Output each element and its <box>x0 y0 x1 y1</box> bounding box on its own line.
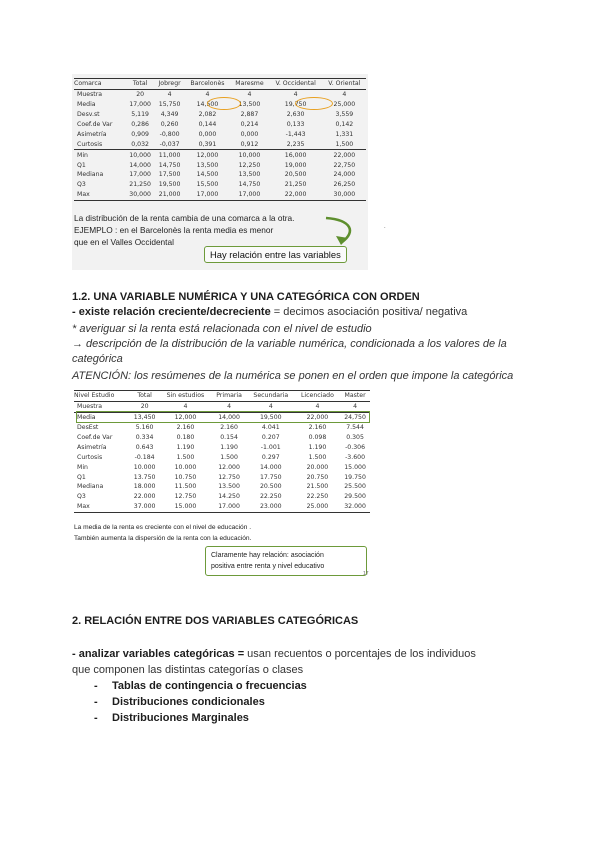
table-cell: 22,000 <box>306 414 329 422</box>
table-row <box>74 190 366 200</box>
table-cell: 10,000 <box>126 150 155 160</box>
table-cell: 21,250 <box>129 181 151 189</box>
section-2-line2: que componen las distintas categorías o clases <box>72 664 304 676</box>
table-cell: Curtosis <box>77 140 103 148</box>
highlight-media-row <box>76 411 370 423</box>
table-cell: Asimetría <box>77 130 107 138</box>
table-cell: 2,235 <box>286 140 305 148</box>
table-cell: 14.000 <box>259 463 282 471</box>
table-cell: -0,037 <box>159 140 180 148</box>
table-cell: Mediana <box>77 171 104 179</box>
note-line: EJEMPLO : en el Barcelonès la renta media es menor <box>74 225 274 235</box>
table-cell: 17,000 <box>129 101 151 109</box>
table-cell: Q3 <box>77 493 86 501</box>
table-cell: 0,912 <box>240 140 259 148</box>
note-line: La media de la renta es creciente con el nivel de educación . <box>74 524 252 531</box>
table-cell: 4 <box>247 401 295 412</box>
table-cell: 0,391 <box>198 140 217 148</box>
table-cell: 20,500 <box>284 171 307 179</box>
table-cell: 0.098 <box>308 434 327 441</box>
table-cell: Mediana <box>77 483 104 491</box>
table-cell: 21,250 <box>284 181 307 189</box>
table-cell: 7.544 <box>346 424 364 432</box>
table-cell: 22,000 <box>269 190 323 200</box>
table-row <box>74 180 366 190</box>
table-cell: Muestra <box>74 401 130 412</box>
table-row <box>74 433 370 443</box>
table-cell: 4 <box>342 91 347 99</box>
column-header: Secundaria <box>247 391 295 402</box>
table-cell: 5.160 <box>135 424 154 432</box>
table-cell: 22,750 <box>333 161 356 169</box>
column-header: Jobregr <box>155 79 185 90</box>
table-cell: Min <box>77 463 88 471</box>
table-cell: 10.000 <box>133 463 156 471</box>
table-cell: 4.041 <box>261 424 280 432</box>
table-cell: Max <box>74 502 130 512</box>
table-cell: 13,500 <box>238 171 261 179</box>
table-cell: 5,119 <box>131 111 149 119</box>
column-header: Primaria <box>211 391 247 402</box>
table-cell: 0,142 <box>335 121 354 128</box>
note-line: También aumenta la dispersión de la renta con la educación. <box>74 535 252 542</box>
dash-bullet: - <box>94 696 98 708</box>
table-row <box>74 120 366 130</box>
section-1-2-line3b: categórica <box>72 353 123 365</box>
table-cell: 26,250 <box>333 181 356 189</box>
table-cell: Curtosis <box>77 453 103 461</box>
nivel-estudio-stats-table <box>74 390 370 513</box>
table-cell: -0.184 <box>134 453 155 461</box>
table-row <box>74 170 366 180</box>
table-cell: Muestra <box>77 91 103 99</box>
table-cell: 37.000 <box>130 502 160 512</box>
list-item <box>94 712 249 724</box>
dash-bullet: - <box>94 712 98 724</box>
table-cell: 15,750 <box>158 101 181 109</box>
table-row <box>74 472 370 482</box>
table-cell: 14,750 <box>158 161 181 169</box>
table-cell: Media <box>77 414 96 422</box>
table-cell: 11.500 <box>174 483 197 491</box>
table-cell: Q1 <box>77 473 86 481</box>
table-cell: 0,133 <box>286 121 305 128</box>
figure2-note <box>74 522 251 544</box>
table-row <box>74 482 370 492</box>
table-cell: 16,000 <box>269 150 323 160</box>
table-cell: 23.000 <box>247 502 295 512</box>
table-cell: 4 <box>205 91 210 99</box>
table-cell: 10,000 <box>230 150 268 160</box>
table-cell: 0.207 <box>261 434 280 441</box>
table-cell: 0.305 <box>346 434 364 441</box>
table-cell: 0.180 <box>176 434 195 441</box>
table-cell: 22.000 <box>133 493 156 501</box>
table-cell: 22,000 <box>323 150 366 160</box>
table-cell: 1,500 <box>335 140 354 148</box>
table-cell: 1.190 <box>220 443 238 451</box>
table-cell: 14,500 <box>196 171 219 179</box>
table-cell: 4 <box>160 401 212 412</box>
table-cell: -1,443 <box>285 130 306 138</box>
table-cell: DesEst <box>77 424 99 432</box>
table-cell: 2,630 <box>286 111 305 119</box>
table-row <box>74 423 370 433</box>
table-row <box>74 129 366 139</box>
table-cell: 12.750 <box>174 493 197 501</box>
table-cell: 13,500 <box>238 101 261 109</box>
table-cell: 0,909 <box>131 130 149 138</box>
column-header: Comarca <box>74 79 126 90</box>
table-cell: 10.750 <box>174 473 197 481</box>
table-cell: 13.500 <box>218 483 240 491</box>
table-cell: 4 <box>211 401 247 412</box>
table-cell: 30,000 <box>323 190 366 200</box>
table-cell: 1.500 <box>220 453 238 461</box>
section-1-2-line1 <box>72 305 467 321</box>
table-cell: 20.750 <box>306 473 329 481</box>
figure-renta-por-comarca <box>72 74 386 270</box>
table-cell: 12.000 <box>218 463 240 471</box>
table-cell: 2.160 <box>220 424 238 432</box>
column-header: V. Occidental <box>269 79 323 90</box>
table-cell: -1.001 <box>260 443 281 451</box>
table-cell: Asimetría <box>77 443 107 451</box>
table-cell: 3,559 <box>335 111 354 119</box>
section-2-title: 2. RELACIÓN ENTRE DOS VARIABLES CATEGÓRICAS <box>72 615 359 627</box>
table-cell: 13.750 <box>133 473 156 481</box>
table-cell: -0.306 <box>345 443 366 451</box>
column-header: Licenciado <box>295 391 340 402</box>
column-header: Master <box>340 391 370 402</box>
list-item <box>94 696 265 708</box>
section-1-2-title: 1.2. UNA VARIABLE NUMÉRICA Y UNA CATEGÓRICA CON ORDEN <box>72 291 420 303</box>
table-cell: 29.500 <box>344 493 366 501</box>
curved-arrow-icon <box>322 214 362 250</box>
recuentos-text: usan recuentos o porcentajes de los individuos <box>244 648 476 660</box>
list-item-label: Distribuciones Marginales <box>112 712 249 724</box>
table-cell: 4 <box>247 91 252 99</box>
figure1-note <box>74 212 294 248</box>
table-cell: -0,800 <box>159 130 180 138</box>
column-header: Sin estudios <box>160 391 212 402</box>
table-cell: 18.000 <box>133 483 156 491</box>
table-cell: 15,500 <box>196 181 219 189</box>
slide-page-number: 17 <box>363 571 369 577</box>
table-cell: 1.190 <box>308 443 327 451</box>
table-cell: 4 <box>340 401 370 412</box>
table-cell: 30,000 <box>126 190 155 200</box>
asociacion-text: = decimos asociación positiva/ negativa <box>270 306 468 318</box>
callout-claramente-hay-relacion <box>205 546 367 576</box>
highlight-voccidental-media <box>295 97 333 110</box>
table-cell: 21.500 <box>306 483 329 491</box>
table-cell: 32.000 <box>340 502 370 512</box>
table-cell: 25,000 <box>333 101 356 109</box>
table-cell: 20.500 <box>259 483 282 491</box>
table-cell: 20 <box>130 401 160 412</box>
table-cell: 0,000 <box>240 130 259 138</box>
list-item <box>94 680 307 692</box>
table-cell: 17,500 <box>158 171 181 179</box>
table-cell: 14,000 <box>218 414 240 422</box>
table-cell: -3.600 <box>345 453 366 461</box>
column-header: Maresme <box>230 79 268 90</box>
table-cell: Min <box>74 150 126 160</box>
table-cell: 2,887 <box>240 111 259 119</box>
section-1-2-line4: ATENCIÓN: los resúmenes de la numérica se ponen en el orden que impone la categórica <box>72 370 514 382</box>
table-cell: 4 <box>293 91 298 99</box>
dash-bullet: - <box>94 680 98 692</box>
table-cell: 13,450 <box>133 414 156 422</box>
table-cell: 4,349 <box>160 111 179 119</box>
table-cell: 19.750 <box>344 473 366 481</box>
table-row <box>74 442 370 452</box>
table-cell: Coef.de Var <box>77 121 113 128</box>
table-cell: 12.750 <box>218 473 240 481</box>
table-cell: 20 <box>136 91 145 99</box>
section-2-line1 <box>72 647 476 663</box>
table-cell: 17.750 <box>259 473 282 481</box>
highlight-barcelones-media <box>207 97 241 110</box>
table-cell: 0.334 <box>135 434 154 441</box>
table-cell: 14,000 <box>129 161 151 169</box>
table-cell: 0.643 <box>135 443 154 451</box>
table-cell: 14,500 <box>196 101 219 109</box>
column-header: V. Oriental <box>323 79 366 90</box>
list-item-label: Tablas de contingencia o frecuencias <box>112 680 307 692</box>
section-1-2-line2: * averiguar si la renta está relacionada con el nivel de estudio <box>72 323 372 335</box>
table-cell: 25.500 <box>344 483 366 491</box>
table-cell: 12,000 <box>174 414 197 422</box>
table-cell: 2.160 <box>176 424 195 432</box>
analizar-label: - analizar variables categóricas = <box>72 648 245 660</box>
column-header: Total <box>130 391 160 402</box>
table-row <box>74 110 366 120</box>
table-row <box>74 452 370 462</box>
table-cell: 0,260 <box>160 121 179 128</box>
table-cell: 13,500 <box>196 161 219 169</box>
table-cell: 17,000 <box>185 190 231 200</box>
column-header: Barcelonès <box>185 79 231 90</box>
table-cell: 19,500 <box>158 181 181 189</box>
table-row <box>74 150 366 160</box>
table-cell: 1.500 <box>176 453 195 461</box>
callout-line: positiva entre renta y nivel educativo <box>211 563 325 570</box>
table-cell: 2.160 <box>308 424 327 432</box>
table-cell: 0.154 <box>220 434 238 441</box>
list-item-label: Distribuciones condicionales <box>112 696 265 708</box>
table-cell: 19,500 <box>259 414 282 422</box>
table-cell: 0,032 <box>131 140 149 148</box>
table-cell: 0,286 <box>131 121 149 128</box>
table-cell: 1.500 <box>308 453 327 461</box>
column-header: Nivel Estudio <box>74 391 130 402</box>
table-cell: 17,000 <box>230 190 268 200</box>
table-cell: 22.250 <box>259 493 282 501</box>
column-header: Total <box>126 79 155 90</box>
table-row <box>74 462 370 472</box>
note-line: La distribución de la renta cambia de una comarca a la otra. <box>74 213 295 223</box>
table-cell: Media <box>77 101 96 109</box>
table-cell: 0,214 <box>240 121 259 128</box>
table-cell: Coef.de Var <box>77 434 113 441</box>
table-cell: 14.250 <box>218 493 240 501</box>
table-cell: 11,000 <box>155 150 185 160</box>
table-cell: 10.000 <box>174 463 197 471</box>
table-cell: 1.190 <box>176 443 195 451</box>
table-cell: 15.000 <box>344 463 366 471</box>
table-cell: 17,000 <box>129 171 151 179</box>
table-cell: 21,000 <box>155 190 185 200</box>
section-1-2-line3a: → descripción de la distribución de la variable numérica, condicionada a los valores de la <box>72 338 507 350</box>
table-cell: 0,144 <box>198 121 217 128</box>
table-cell: Q3 <box>77 181 86 189</box>
table-cell: 0,000 <box>198 130 217 138</box>
table-cell: 24,750 <box>344 414 366 422</box>
table-cell: 14,750 <box>238 181 261 189</box>
table-cell: Max <box>74 190 126 200</box>
table-cell: 4 <box>167 91 172 99</box>
table-cell: 24,000 <box>333 171 356 179</box>
table-cell: 22.250 <box>306 493 329 501</box>
table-cell: Desv.st <box>77 111 100 119</box>
table-cell: 20.000 <box>306 463 329 471</box>
table-row <box>74 160 366 170</box>
callout-hay-relacion: Hay relación entre las variables <box>204 246 347 263</box>
table-cell: 12,000 <box>185 150 231 160</box>
relacion-creciente-label: - existe relación creciente/decreciente <box>72 306 271 318</box>
table-row <box>74 502 370 512</box>
callout-line: Claramente hay relación: asociación <box>211 552 324 559</box>
figure-renta-por-nivel-estudio <box>72 388 372 578</box>
table-cell: Q1 <box>77 161 86 169</box>
note-line: que en el Valles Occidental <box>74 237 174 247</box>
table-row <box>74 139 366 149</box>
table-cell: 15.000 <box>160 502 212 512</box>
stray-dot: . <box>384 224 386 230</box>
table-row <box>74 492 370 502</box>
table-cell: 2,082 <box>198 111 217 119</box>
table-cell: 0.297 <box>261 453 280 461</box>
table-cell: 17.000 <box>211 502 247 512</box>
table-cell: 4 <box>295 401 340 412</box>
table-cell: 19,000 <box>284 161 307 169</box>
table-cell: 12,250 <box>238 161 261 169</box>
table-cell: 25.000 <box>295 502 340 512</box>
table-cell: 1,331 <box>335 130 354 138</box>
table-cell: 19,750 <box>284 101 307 109</box>
